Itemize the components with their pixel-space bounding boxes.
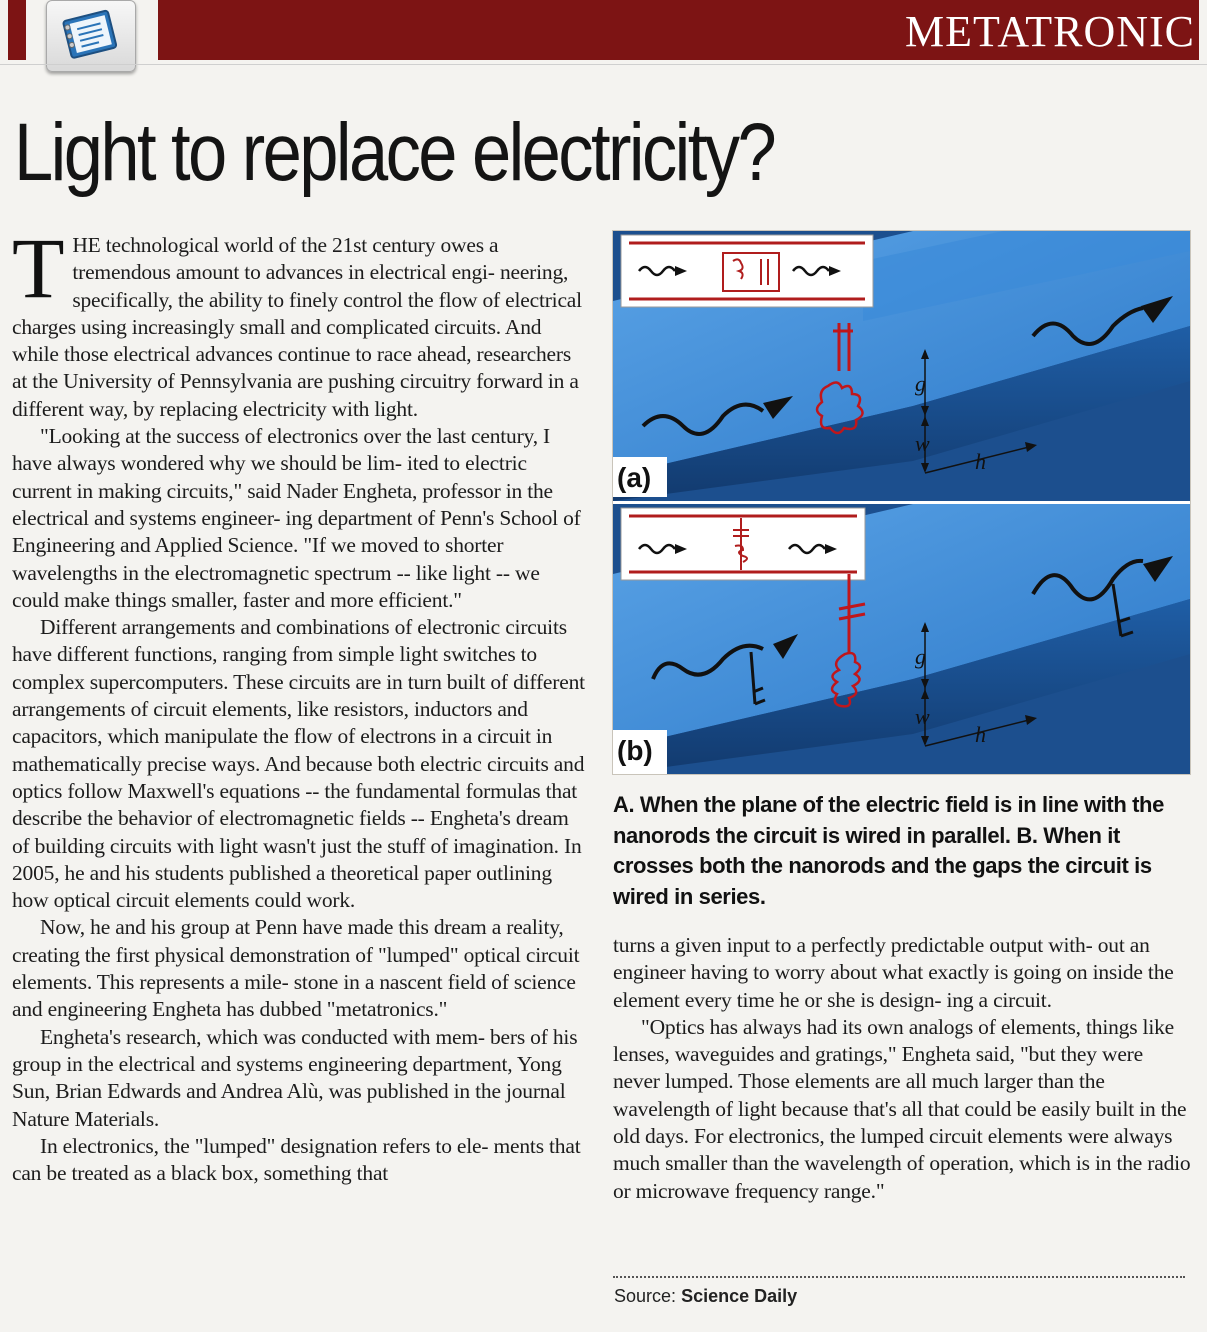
header-accent-bar (8, 0, 26, 60)
source-credit (614, 1286, 797, 1307)
paragraph-6: In electronics, the "lumped" designation refers to ele- ments that can be treated as a black box, something that (12, 1133, 581, 1186)
dimension-g-label-b: g (915, 644, 926, 669)
paragraph-4: Now, he and his group at Penn have made this dream a reality, creating the first physical demonstration of "lumped" optical circuit elements. This represents a mile- stone in a nascent field of science and engineering Engheta has dubbed "metatronics." (12, 915, 580, 1022)
nanorod-circuit-figure (612, 230, 1191, 775)
dimension-w-label-b: w (915, 704, 930, 729)
dimension-w-label-a: w (915, 431, 930, 456)
header-rule (0, 64, 1207, 65)
article-column-left (12, 220, 590, 1187)
panel-a-label: (a) (617, 462, 652, 493)
dimension-g-label-a: g (915, 371, 926, 396)
section-header-band (158, 0, 1199, 60)
source-divider (613, 1276, 1185, 1278)
source-name: Science Daily (681, 1286, 798, 1306)
headline: Light to replace electricity? (14, 107, 775, 198)
paragraph-2: "Looking at the success of electronics over the last century, I have always wondered why we should be lim- ited to electric current in making circuits," said Nader Engheta, professor in the electrical and systems engineer- ing department of Penn's School of Engineering and Applied Science. "If we moved to shorter wavelengths in the electromagnetic spectrum -- like light -- we could make things smaller, faster and more efficient." (12, 424, 581, 612)
paragraph-8: "Optics has always had its own analogs of elements, things like lenses, waveguides and gratings," Engheta said, "but they were never lumped. Those elements are all much larger than the wavelength of light because that's all that could be easily built in the old days. For electronics, the lumped circuit elements were always much smaller than the wavelength of operation, which is in the radio or microwave frequency range." (613, 1014, 1191, 1203)
panel-b (613, 504, 1190, 774)
paragraph-1-text: HE technological world of the 21st century owes a tremendous amount to advances in electrical engi- neering, specifically, the ability to finely control the flow of electrical charges using increasingly small and complicated circuits. And while those electrical advances continue to race ahead, researchers at the University of Pennsylvania are pushing circuitry forward in a different way, by replacing electricity with light. (12, 233, 582, 421)
paragraph-5: Engheta's research, which was conducted with mem- bers of his group in the electrical and systems engineering department, Yong Sun, Brian Edwards and Andrea Alù, was published in the journal Nature Materials. (12, 1024, 578, 1131)
article-column-right (613, 932, 1191, 1205)
source-label: Source: (614, 1286, 677, 1306)
figure-caption: A. When the plane of the electric field is in line with the nanorods the circuit is wired in parallel. B. When it crosses both the nanorods and the gaps the circuit is wired in series. (613, 792, 1164, 909)
paragraph-7: turns a given input to a perfectly predictable output with- out an engineer having to worry about what exactly is going on inside the element every time he or she is design- ing a circuit. (613, 933, 1174, 1012)
dimension-h-label-a: h (975, 449, 986, 474)
drop-cap: T (12, 220, 65, 316)
section-icon-tile (46, 0, 136, 72)
panel-a (613, 231, 1190, 501)
section-name: METATRONIC (904, 7, 1195, 56)
paragraph-3: Different arrangements and combinations of electronic circuits have different functions, ranging from simple light switches to complex supercomputers. These circuits are in turn built of different arrangements of circuit elements, like resistors, inductors and capacitors, which manipulate the flow of electrons in a circuit in mathematically precise ways. And because both electric circuits and optics follow Maxwell's equations -- the fundamental formulas that describe the behavior of electromagnetic fields -- Engheta's dream of building circuits with light wasn't just the stuff of imagination. In 2005, he and his students published a theoretical paper outlining how optical circuit elements could work. (12, 615, 585, 913)
dimension-h-label-b: h (975, 722, 986, 747)
panel-b-label: (b) (617, 735, 653, 766)
paragraph-1 (12, 220, 590, 423)
